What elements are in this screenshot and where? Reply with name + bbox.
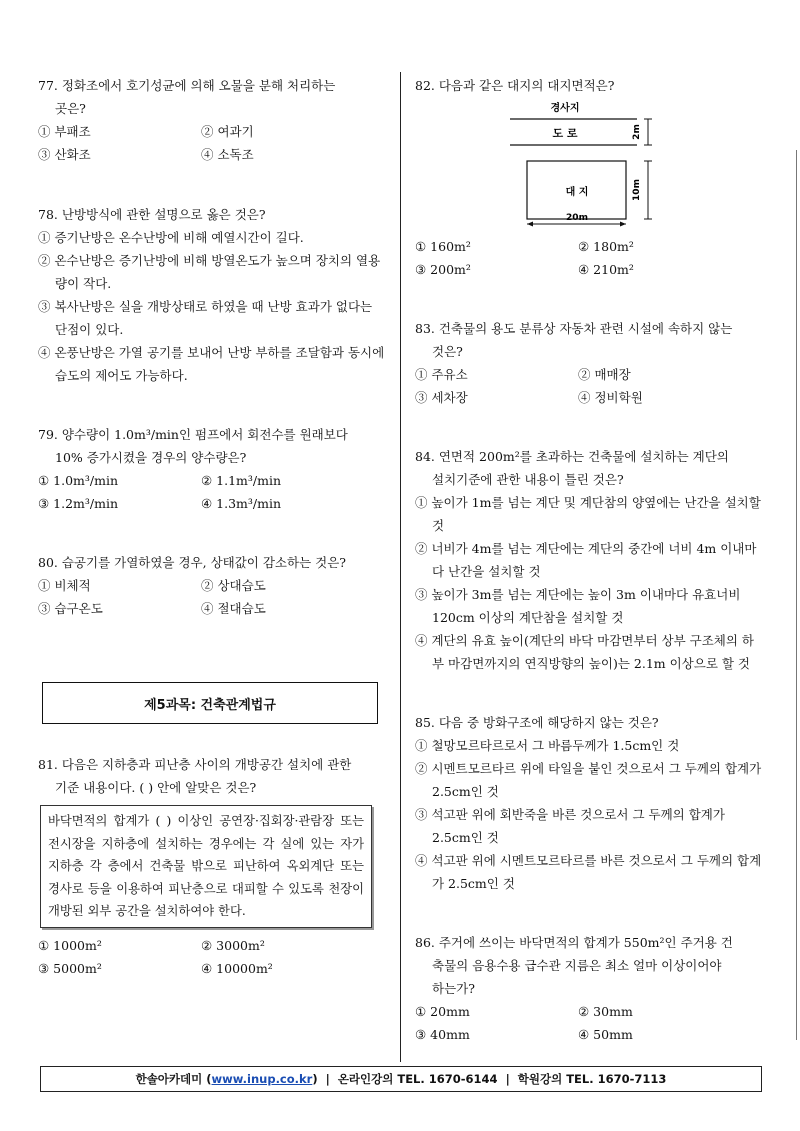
question-79 xyxy=(38,423,388,515)
question-83-options-row2 xyxy=(415,386,763,409)
question-83-stem-cont: 것은? xyxy=(432,344,463,359)
question-86-stem-cont2: 하는가? xyxy=(432,981,475,996)
site-diagram xyxy=(415,97,763,227)
question-80-options-row2 xyxy=(38,597,388,620)
footer-online-phone: 온라인강의 TEL. 1670-6144 xyxy=(337,1072,498,1086)
question-77-options-row1 xyxy=(38,120,388,143)
option[interactable]: ② 1.1m³/min xyxy=(201,473,282,488)
option[interactable]: ③ 40mm xyxy=(415,1027,470,1042)
option[interactable]: ③ 1.2m³/min xyxy=(38,496,119,511)
question-82 xyxy=(415,74,763,281)
option[interactable]: ② 너비가 4m를 넘는 계단에는 계단의 중간에 너비 4m 이내마다 난간을 설치할 것 xyxy=(415,541,757,579)
arrow-right-icon xyxy=(620,222,626,227)
option[interactable]: ② 여과기 xyxy=(201,124,254,139)
footer-paren: ) xyxy=(312,1072,318,1086)
option[interactable]: ① 1000m² xyxy=(38,937,102,953)
left-column xyxy=(38,70,388,620)
option[interactable]: ① 20mm xyxy=(415,1004,470,1019)
question-85-stem: 85. 다음 중 방화구조에 해당하지 않는 것은? xyxy=(415,715,659,730)
question-77-stem: 77. 정화조에서 호기성균에 의해 오물을 분해 처리하는 xyxy=(38,78,336,93)
option[interactable]: ③ 습구온도 xyxy=(38,601,103,616)
question-86-options-row1 xyxy=(415,1000,763,1023)
question-81-options-row1 xyxy=(38,934,388,957)
question-85 xyxy=(415,711,763,895)
road-width-label: 2m xyxy=(632,124,642,140)
footer-academy-name: 한솔아카데미 ( xyxy=(135,1072,212,1086)
footer-separator: | xyxy=(325,1072,330,1086)
question-79-stem: 79. 양수량이 1.0m³/min인 펌프에서 회전수를 원래보다 xyxy=(38,427,348,442)
option[interactable]: ① 주유소 xyxy=(415,367,468,382)
option[interactable]: ① 160m² xyxy=(415,239,471,254)
option[interactable]: ③ 복사난방은 실을 개방상태로 하였을 때 난방 효과가 없다는 단점이 있다. xyxy=(38,299,373,337)
question-86 xyxy=(415,931,763,1046)
question-84-stem: 84. 연면적 200m²를 초과하는 건축물에 설치하는 계단의 xyxy=(415,449,729,464)
option[interactable]: ③ 200m² xyxy=(415,262,471,277)
option[interactable]: ④ 210m² xyxy=(578,262,634,277)
left-column-lower xyxy=(38,753,388,980)
question-81-stem-cont: 기준 내용이다. ( ) 안에 알맞은 것은? xyxy=(55,780,257,795)
site-width-label: 20m xyxy=(566,213,588,223)
option[interactable]: ① 1.0m³/min xyxy=(38,473,119,488)
question-86-options-row2 xyxy=(415,1023,763,1046)
option[interactable]: ② 3000m² xyxy=(201,937,265,953)
question-83-options-row1 xyxy=(415,363,763,386)
question-79-stem-cont: 10% 증가시켰을 경우의 양수량은? xyxy=(55,450,247,465)
option[interactable]: ④ 계단의 유효 높이(계단의 바닥 마감면부터 상부 구조체의 하부 마감면까지의 연직방향의 높이)는 2.1m 이상으로 할 것 xyxy=(415,633,754,671)
section-title-box xyxy=(42,682,378,724)
question-82-stem: 82. 다음과 같은 대지의 대지면적은? xyxy=(415,78,615,93)
option[interactable]: ④ 절대습도 xyxy=(201,601,266,616)
question-82-options-row1 xyxy=(415,235,763,258)
option[interactable]: ③ 5000m² xyxy=(38,960,102,976)
option[interactable]: ① 증기난방은 온수난방에 비해 예열시간이 길다. xyxy=(38,230,304,245)
question-79-options-row1 xyxy=(38,469,388,492)
question-78 xyxy=(38,203,388,387)
footer-offline-phone: 학원강의 TEL. 1670-7113 xyxy=(517,1072,667,1086)
question-77-options-row2 xyxy=(38,143,388,166)
question-81-options-row2 xyxy=(38,957,388,980)
right-column xyxy=(415,70,763,1046)
question-80 xyxy=(38,551,388,620)
option[interactable]: ② 매매장 xyxy=(578,367,631,382)
question-82-options-row2 xyxy=(415,258,763,281)
page-footer xyxy=(40,1066,762,1092)
question-86-stem-cont: 축물의 음용수용 급수관 지름은 최소 얼마 이상이어야 xyxy=(432,958,722,973)
question-86-stem: 86. 주거에 쓰이는 바닥면적의 합계가 550m²인 주거용 건 xyxy=(415,935,733,950)
option[interactable]: ④ 소독조 xyxy=(201,147,254,162)
question-78-stem: 78. 난방방식에 관한 설명으로 옳은 것은? xyxy=(38,207,266,222)
footer-website-link[interactable]: www.inup.co.kr xyxy=(211,1072,313,1086)
option[interactable]: ③ 세차장 xyxy=(415,390,468,405)
arrow-left-icon xyxy=(527,222,533,227)
option[interactable]: ③ 높이가 3m를 넘는 계단에는 높이 3m 이내마다 유효너비 120cm 이상의 계단참을 설치할 것 xyxy=(415,587,741,625)
option[interactable]: ② 180m² xyxy=(578,239,634,254)
option[interactable]: ③ 석고판 위에 회반죽을 바른 것으로서 그 두께의 합계가 2.5cm인 것 xyxy=(415,807,725,845)
site-label: 대 지 xyxy=(565,187,589,198)
question-80-stem: 80. 습공기를 가열하였을 경우, 상태값이 감소하는 것은? xyxy=(38,555,346,570)
question-77 xyxy=(38,74,388,166)
option[interactable]: ② 온수난방은 증기난방에 비해 방열온도가 높으며 장치의 열용량이 작다. xyxy=(38,253,381,291)
question-84-stem-cont: 설치기준에 관한 내용이 틀린 것은? xyxy=(432,472,624,487)
option[interactable]: ① 철망모르타르로서 그 바름두께가 1.5cm인 것 xyxy=(415,738,680,753)
question-81 xyxy=(38,753,388,980)
option[interactable]: ④ 온풍난방은 가열 공기를 보내어 난방 부하를 조달함과 동시에 습도의 제어도 가능하다. xyxy=(38,345,385,383)
option[interactable]: ② 30mm xyxy=(578,1004,633,1019)
option[interactable]: ④ 50mm xyxy=(578,1027,633,1042)
option[interactable]: ① 높이가 1m를 넘는 계단 및 계단참의 양옆에는 난간을 설치할 것 xyxy=(415,495,761,533)
question-80-options-row1 xyxy=(38,574,388,597)
road-label: 도 로 xyxy=(552,127,578,140)
question-77-stem-cont: 곳은? xyxy=(55,101,86,116)
section-title: 제5과목: 건축관계법규 xyxy=(144,697,276,713)
page-edge-line xyxy=(796,150,797,1040)
question-83 xyxy=(415,317,763,409)
option[interactable]: ① 부패조 xyxy=(38,124,91,139)
question-84 xyxy=(415,445,763,675)
question-79-options-row2 xyxy=(38,492,388,515)
footer-separator: | xyxy=(505,1072,510,1086)
slope-label: 경사지 xyxy=(550,103,580,114)
option[interactable]: ① 비체적 xyxy=(38,578,91,593)
site-depth-label: 10m xyxy=(632,179,642,201)
option[interactable]: ④ 석고판 위에 시멘트모르타르를 바른 것으로서 그 두께의 합계가 2.5cm인 것 xyxy=(415,853,762,891)
question-81-reference-box: 바닥면적의 합계가 ( ) 이상인 공연장·집회장·관람장 또는 전시장을 지하층에 설치하는 경우에는 각 실에 있는 자가 지하층 각 층에서 건축물 밖으로 피난하여 옥외계단 또는 경사로 등을 이용하여 피난층으로 대피할 수 있도록 천장이 개방된 외부 공간을 설치하여야 한다. xyxy=(40,805,372,928)
question-83-stem: 83. 건축물의 용도 분류상 자동차 관련 시설에 속하지 않는 xyxy=(415,321,733,336)
question-81-stem: 81. 다음은 지하층과 피난층 사이의 개방공간 설치에 관한 xyxy=(38,757,352,772)
option[interactable]: ④ 정비학원 xyxy=(578,390,643,405)
option[interactable]: ② 상대습도 xyxy=(201,578,266,593)
option[interactable]: ② 시멘트모르타르 위에 타일을 붙인 것으로서 그 두께의 합계가 2.5cm인 것 xyxy=(415,761,762,799)
column-divider xyxy=(400,72,401,1062)
option[interactable]: ③ 산화조 xyxy=(38,147,91,162)
option[interactable]: ④ 10000m² xyxy=(201,960,273,976)
option[interactable]: ④ 1.3m³/min xyxy=(201,496,282,511)
